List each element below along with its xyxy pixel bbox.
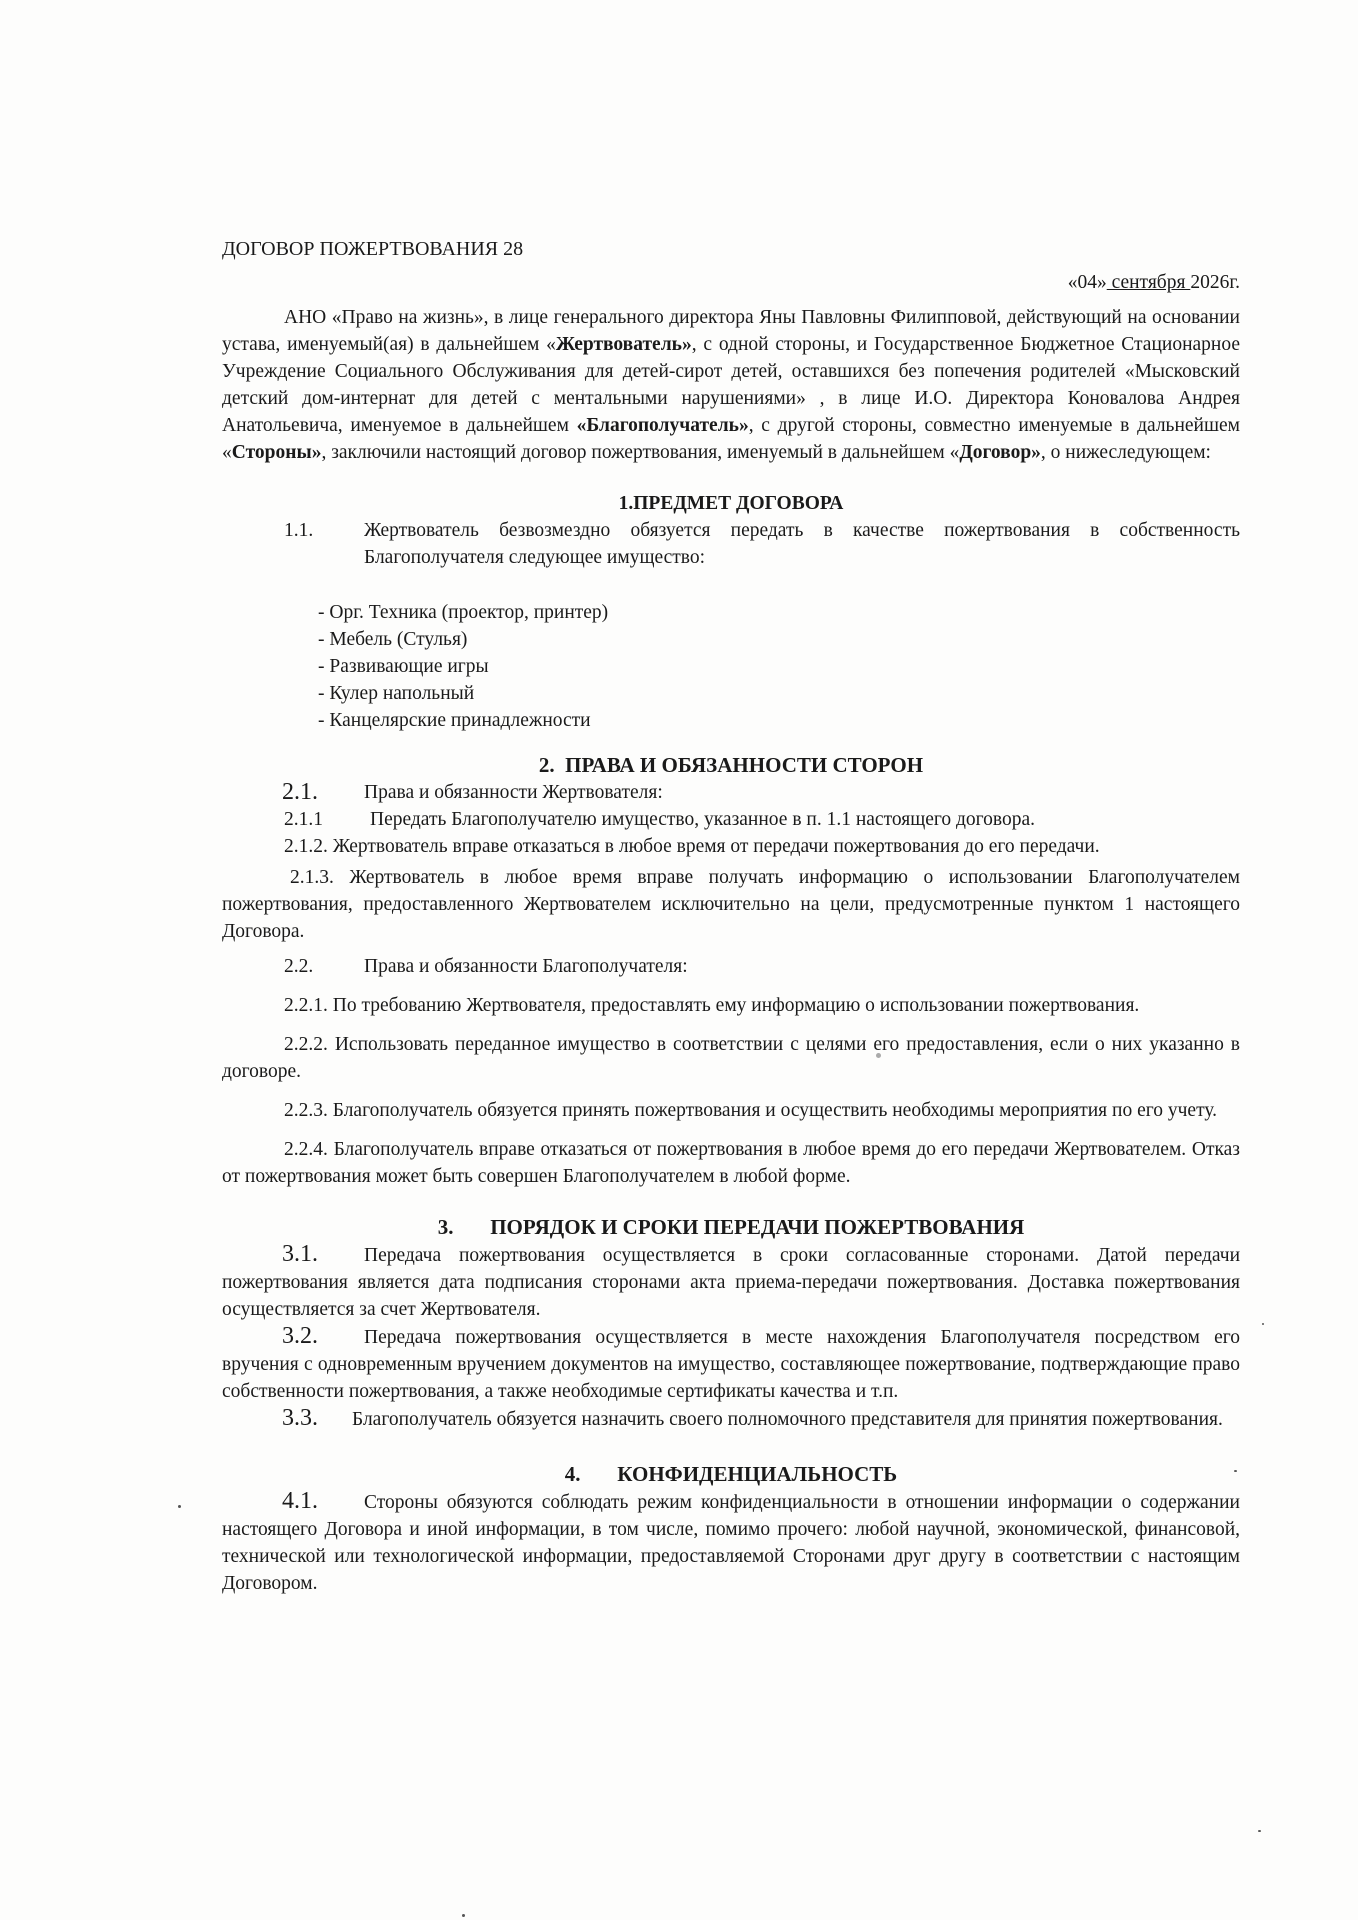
intro-paragraph: АНО «Право на жизнь», в лице генерального директора Яны Павловны Филипповой, действующий на основании устава, именуемый(ая) в дальнейшем «Жертвователь», с одной стороны, и Государственное Бюджетное Стационарное Учреждение Социального Обслуживания для детей-сирот детей, оставшихся без попечения родителей «Мысковский детский дом-интернат для детей с ментальными нарушениями» , в лице И.О. Директора Коновалова Андрея Анатольевича, именуемое в дальнейшем «Благополучатель», с другой стороны, совместно именуемые в дальнейшем «Стороны», заключили настоящий договор пожертвования, именуемый в дальнейшем «Договор», о нижеследующем: <box>222 307 1240 463</box>
clause-3-2 <box>222 1323 1240 1405</box>
document-title: ДОГОВОР ПОЖЕРТВОВАНИЯ 28 <box>222 238 524 260</box>
list-item: - Кулер напольный <box>318 683 475 704</box>
clause-number: 2.1. <box>282 779 318 805</box>
clause-2-1-2: 2.1.2. Жертвователь вправе отказаться в любое время от передачи пожертвования до его передачи. <box>284 836 1100 857</box>
section-4-heading: 4. КОНФИДЕНЦИАЛЬНОСТЬ <box>564 1462 898 1486</box>
clause-text: Стороны обязуются соблюдать режим конфиденциальности в отношении информации о содержании настоящего Договора и иной информации, в том числе, помимо прочего: любой научной, экономической, финансовой, технической или технологической информации, предоставляемой Сторонами друг другу в соответствии с настоящим Договором. <box>222 1492 1240 1594</box>
term-beneficiary: «Благополучатель» <box>576 415 749 436</box>
clause-1-1 <box>222 517 1240 571</box>
list-item: - Канцелярские принадлежности <box>318 710 591 731</box>
section-number: 4. <box>564 1462 581 1486</box>
term-contract: Договор» <box>959 442 1041 463</box>
term-parties: Стороны» <box>231 442 322 463</box>
clause-text: Жертвователь безвозмездно обязуется передать в качестве пожертвования в собственность Благополучателя следующее имущество: <box>364 520 1240 568</box>
clause-2-1-1 <box>222 806 1240 833</box>
date-day: «04» <box>1067 272 1107 293</box>
clause-number: 2.1.1 <box>284 809 323 830</box>
clause-2-2-1: 2.2.1. По требованию Жертвователя, предоставлять ему информацию о использовании пожертвования. <box>284 995 1140 1016</box>
clause-2-1-3: 2.1.3. Жертвователь в любое время вправе получать информацию о использовании Благополучателем пожертвования, предоставленного Жертвователем исключительно на цели, предусмотренные пунктом 1 настоящего Договора. <box>222 867 1240 942</box>
list-item: - Развивающие игры <box>318 656 489 677</box>
date-month: сентября <box>1106 272 1191 293</box>
term-donor: Жертвователь» <box>555 334 692 355</box>
document-date <box>222 269 1240 296</box>
clause-text: Права и обязанности Благополучателя: <box>364 956 688 977</box>
document-body <box>222 236 1240 1597</box>
clause-2-2-2: 2.2.2. Использовать переданное имущество в соответствии с целями его предоставления, если о них указанно в договоре. <box>222 1034 1240 1082</box>
section-number: 2. <box>538 753 555 777</box>
clause-2-2-4: 2.2.4. Благополучатель вправе отказаться от пожертвования в любое время до его передачи Жертвователем. Отказ от пожертвования может быть совершен Благополучателем в любой форме. <box>222 1139 1240 1187</box>
scan-speck <box>462 1914 465 1917</box>
section-number: 3. <box>437 1215 454 1239</box>
property-list <box>222 599 1240 734</box>
clause-text: Благополучатель обязуется назначить своего полномочного представителя для принятия пожертвования. <box>352 1409 1223 1430</box>
clause-number: 3.3. <box>282 1405 318 1431</box>
clause-2-1 <box>222 779 1240 806</box>
clause-number: 4.1. <box>282 1488 318 1514</box>
clause-number: 3.2. <box>282 1323 318 1349</box>
section-3-heading: 3. ПОРЯДОК И СРОКИ ПЕРЕДАЧИ ПОЖЕРТВОВАНИЯ <box>437 1215 1025 1239</box>
clause-number: 2.2. <box>284 956 314 977</box>
clause-2-2-3: 2.2.3. Благополучатель обязуется принять пожертвования и осуществить необходимы мероприятия по его учету. <box>284 1100 1218 1121</box>
clause-text: Передача пожертвования осуществляется в месте нахождения Благополучателя посредством его вручения с одновременным вручением документов на имущество, составляющее пожертвование, подтверждающие право собственности пожертвования, а также необходимые сертификаты качества и т.п. <box>222 1327 1240 1402</box>
scan-speck <box>1258 1830 1261 1832</box>
clause-3-3 <box>222 1405 1240 1433</box>
clause-2-2 <box>222 953 1240 980</box>
list-item: - Орг. Техника (проектор, принтер) <box>318 602 609 623</box>
clause-text: Передача пожертвования осуществляется в сроки согласованные сторонами. Датой передачи пожертвования является дата подписания сторонами акта приема-передачи пожертвования. Доставка пожертвования осуществляется за счет Жертвователя. <box>222 1245 1240 1320</box>
section-2-heading: 2. ПРАВА И ОБЯЗАННОСТИ СТОРОН <box>538 753 924 777</box>
list-item: - Мебель (Стулья) <box>318 629 468 650</box>
clause-3-1 <box>222 1241 1240 1323</box>
scan-speck <box>1262 1323 1264 1325</box>
clause-4-1 <box>222 1488 1240 1597</box>
clause-text: Передать Благополучателю имущество, указанное в п. 1.1 настоящего договора. <box>370 809 1036 830</box>
clause-number: 1.1. <box>284 520 314 541</box>
section-1-heading: 1.ПРЕДМЕТ ДОГОВОРА <box>618 493 844 514</box>
clause-number: 3.1. <box>282 1241 318 1267</box>
scan-speck <box>178 1505 181 1508</box>
clause-text: Права и обязанности Жертвователя: <box>364 782 663 803</box>
date-year: 2026г. <box>1190 272 1240 293</box>
